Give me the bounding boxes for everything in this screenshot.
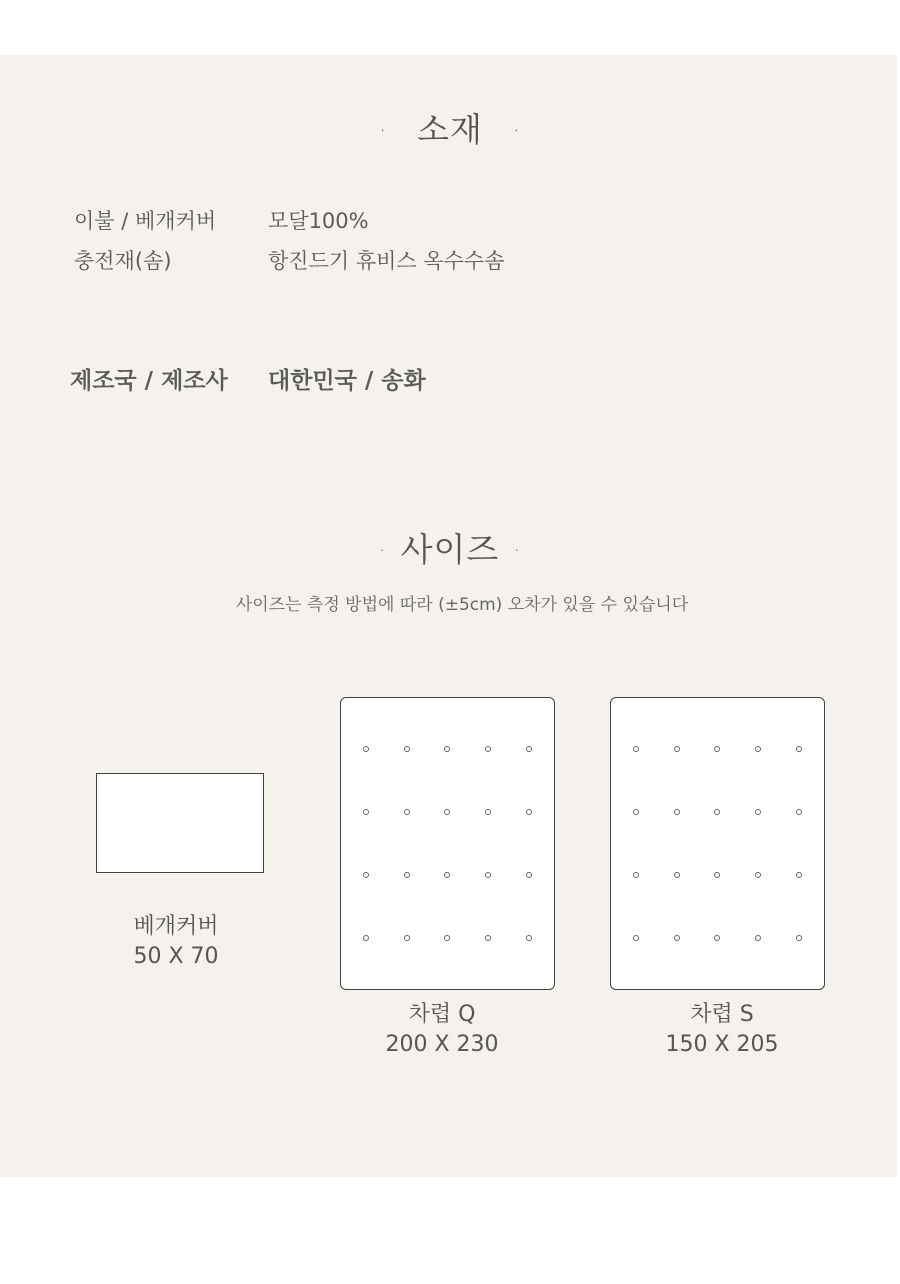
size-item-dims: 150 X 205 bbox=[665, 1032, 779, 1057]
heading-dot-right: · bbox=[512, 119, 521, 144]
size-item-dims: 200 X 230 bbox=[385, 1032, 499, 1057]
stitch-dot bbox=[526, 872, 532, 878]
stitch-dot bbox=[633, 746, 639, 752]
stitch-dot bbox=[404, 872, 410, 878]
pillow-cover-caption bbox=[86, 912, 266, 972]
stitch-dot bbox=[363, 809, 369, 815]
stitch-dot bbox=[363, 872, 369, 878]
size-note: 사이즈는 측정 방법에 따라 (±5cm) 오차가 있을 수 있습니다 bbox=[235, 595, 689, 615]
stitch-dot bbox=[796, 809, 802, 815]
size-item-dims: 50 X 70 bbox=[133, 944, 219, 969]
stitch-dot bbox=[444, 809, 450, 815]
heading-dot-right: · bbox=[513, 539, 522, 564]
stitch-dot bbox=[674, 746, 680, 752]
size-item-name: 차렵 Q bbox=[408, 1002, 476, 1027]
pillow-cover-diagram bbox=[96, 773, 264, 873]
quilt-stitch-grid bbox=[611, 698, 824, 989]
heading-dot-left: · bbox=[378, 539, 387, 564]
stitch-dot bbox=[714, 746, 720, 752]
material-title: 소재 bbox=[417, 110, 483, 149]
stitch-dot bbox=[404, 935, 410, 941]
stitch-dot bbox=[485, 872, 491, 878]
stitch-dot bbox=[796, 935, 802, 941]
stitch-dot bbox=[674, 935, 680, 941]
stitch-dot bbox=[674, 809, 680, 815]
stitch-dot bbox=[633, 935, 639, 941]
size-title: 사이즈 bbox=[400, 530, 500, 569]
stitch-dot bbox=[444, 872, 450, 878]
size-item-name: 베개커버 bbox=[133, 914, 219, 939]
stitch-dot bbox=[755, 809, 761, 815]
stitch-dot bbox=[485, 809, 491, 815]
stitch-dot bbox=[485, 746, 491, 752]
stitch-dot bbox=[755, 746, 761, 752]
material-value-filling: 항진드기 휴비스 옥수수솜 bbox=[268, 249, 505, 273]
stitch-dot bbox=[796, 746, 802, 752]
stitch-dot bbox=[363, 746, 369, 752]
stitch-dot bbox=[526, 809, 532, 815]
quilt-s-diagram bbox=[610, 697, 825, 990]
heading-dot-left: · bbox=[379, 119, 388, 144]
material-value-bedding: 모달100% bbox=[268, 209, 369, 233]
stitch-dot bbox=[526, 746, 532, 752]
size-item-name: 차렵 S bbox=[690, 1002, 754, 1027]
material-heading bbox=[0, 104, 900, 151]
stitch-dot bbox=[714, 935, 720, 941]
stitch-dot bbox=[485, 935, 491, 941]
origin-label: 제조국 / 제조사 bbox=[70, 368, 228, 394]
material-label-filling: 충전재(솜) bbox=[74, 249, 172, 273]
stitch-dot bbox=[674, 872, 680, 878]
stitch-dot bbox=[444, 746, 450, 752]
stitch-dot bbox=[404, 809, 410, 815]
quilt-stitch-grid bbox=[341, 698, 554, 989]
stitch-dot bbox=[755, 872, 761, 878]
size-heading bbox=[0, 524, 900, 571]
stitch-dot bbox=[633, 872, 639, 878]
stitch-dot bbox=[755, 935, 761, 941]
quilt-q-diagram bbox=[340, 697, 555, 990]
stitch-dot bbox=[526, 935, 532, 941]
stitch-dot bbox=[633, 809, 639, 815]
stitch-dot bbox=[444, 935, 450, 941]
stitch-dot bbox=[796, 872, 802, 878]
quilt-q-caption bbox=[352, 1000, 532, 1060]
stitch-dot bbox=[404, 746, 410, 752]
stitch-dot bbox=[363, 935, 369, 941]
origin-value: 대한민국 / 송화 bbox=[268, 368, 426, 394]
quilt-s-caption bbox=[632, 1000, 812, 1060]
material-label-bedding: 이불 / 베개커버 bbox=[74, 209, 217, 233]
stitch-dot bbox=[714, 809, 720, 815]
stitch-dot bbox=[714, 872, 720, 878]
